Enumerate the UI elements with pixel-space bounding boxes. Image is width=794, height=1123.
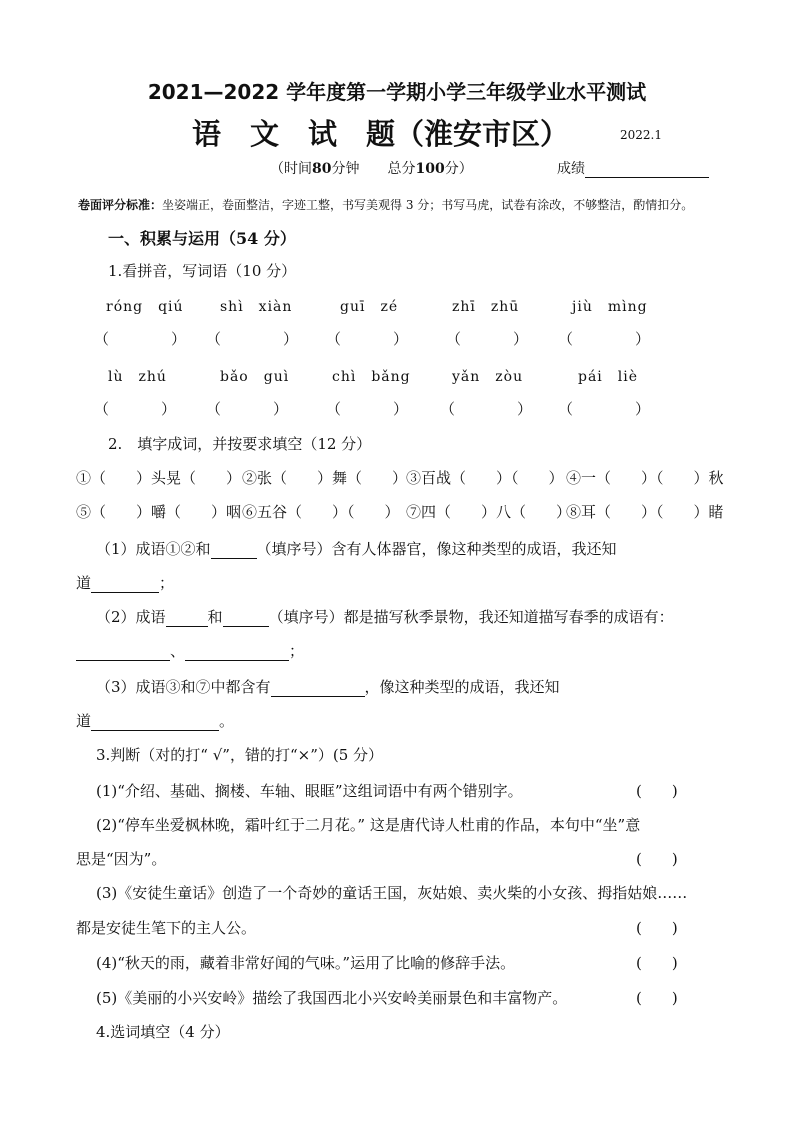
subject-title: 语 文 试 题（淮安市区） — [192, 117, 570, 151]
answer-box[interactable]: （ ） — [326, 400, 409, 418]
section-1-title: 一、积累与运用（54 分） — [108, 229, 296, 248]
fill-blank[interactable] — [271, 679, 365, 697]
answer-box[interactable]: （ ） — [446, 330, 529, 348]
grading-standard: 卷面评分标准：坐姿端正，卷面整洁，字迹工整，书写美观得 3 分；书写马虎，试卷有涂改，不够整洁，酌情扣分。 — [78, 198, 694, 212]
idiom-6: ⑥五谷（ ）（ ） — [242, 503, 400, 521]
pinyin-6: lù zhú — [108, 369, 167, 385]
pinyin-9: yǎn zòu — [452, 369, 524, 385]
answer-box[interactable]: （ ） — [94, 400, 177, 418]
q1-title: 1.看拼音，写词语（10 分） — [108, 262, 297, 280]
judge-answer-5[interactable]: ( ) — [636, 989, 678, 1007]
q2-sub2-cont: 、 ； — [76, 640, 304, 661]
idiom-7: ⑦四（ ）八（ ） — [406, 503, 572, 521]
exam-title: 2021—2022 学年度第一学期小学三年级学业水平测试 — [147, 80, 647, 104]
fill-blank[interactable] — [223, 609, 269, 627]
idiom-3: ③百战（ ）（ ） — [406, 469, 564, 487]
q4-title: 4.选词填空（4 分） — [96, 1023, 230, 1041]
judge-item-5: (5)《美丽的小兴安岭》描绘了我国西北小兴安岭美丽景色和丰富物产。 — [96, 989, 568, 1007]
exam-date: 2022.1 — [620, 128, 662, 142]
judge-item-2-cont: 思是“因为”。 — [76, 850, 167, 868]
fill-blank[interactable] — [91, 713, 219, 731]
answer-box[interactable]: （ ） — [440, 400, 533, 418]
q3-title: 3.判断（对的打“ √”，错的打“×”）(5 分） — [96, 746, 384, 764]
pinyin-3: guī zé — [340, 299, 399, 315]
judge-answer-1[interactable]: ( ) — [636, 782, 678, 800]
answer-box[interactable]: （ ） — [206, 400, 289, 418]
fill-blank[interactable] — [211, 541, 257, 559]
idiom-1: ①（ ）头晃（ ） — [76, 469, 242, 487]
idiom-4: ④一（ ）（ ）秋 — [566, 469, 724, 487]
pinyin-2: shì xiàn — [220, 299, 293, 315]
q2-title: 2. 填字成词，并按要求填空（12 分） — [108, 435, 372, 453]
judge-item-3-cont: 都是安徒生笔下的主人公。 — [76, 919, 257, 937]
answer-box[interactable]: （ ） — [558, 330, 651, 348]
judge-item-4: (4)“秋天的雨，藏着非常好闻的气味。”运用了比喻的修辞手法。 — [96, 954, 516, 972]
answer-box[interactable]: （ ） — [558, 400, 651, 418]
pinyin-10: pái liè — [578, 369, 639, 385]
idiom-5: ⑤（ ）嚼（ ）咽 — [76, 503, 242, 521]
answer-box[interactable]: （ ） — [94, 330, 187, 348]
q2-sub1: （1）成语①②和 （填序号）含有人体器官，像这种类型的成语，我还知 — [96, 540, 617, 558]
answer-box[interactable]: （ ） — [326, 330, 409, 348]
pinyin-1: róng qiú — [106, 299, 184, 315]
fill-blank[interactable] — [166, 609, 208, 627]
judge-item-1: (1)“介绍、基础、搁楼、车轴、眼眶”这组词语中有两个错别字。 — [96, 782, 523, 800]
pinyin-8: chì bǎng — [332, 369, 411, 385]
fill-blank[interactable] — [76, 643, 170, 661]
pinyin-5: jiù mìng — [572, 299, 648, 315]
q2-sub3-cont: 道 。 — [76, 712, 235, 730]
fill-blank[interactable] — [91, 575, 159, 593]
judge-item-3: (3)《安徒生童话》创造了一个奇妙的童话王国，灰姑娘、卖火柴的小女孩、拇指姑娘…… — [96, 884, 688, 902]
score-blank[interactable] — [585, 161, 709, 178]
judge-answer-3[interactable]: ( ) — [636, 919, 678, 937]
exam-info: （时间80分钟 总分100分） — [270, 161, 473, 177]
idiom-2: ②张（ ）舞（ ） — [242, 469, 408, 487]
score-field[interactable]: 成绩 — [557, 158, 709, 178]
q2-sub1-cont: 道 ； — [76, 574, 175, 592]
judge-answer-4[interactable]: ( ) — [636, 954, 678, 972]
judge-answer-2[interactable]: ( ) — [636, 850, 678, 868]
pinyin-7: bǎo guì — [220, 369, 290, 385]
judge-item-2: (2)“停车坐爱枫林晚，霜叶红于二月花。” 这是唐代诗人杜甫的作品，本句中“坐”意 — [96, 816, 641, 834]
pinyin-4: zhī zhū — [452, 299, 520, 315]
q2-sub2: （2）成语 和 （填序号）都是描写秋季景物，我还知道描写春季的成语有： — [96, 608, 674, 626]
answer-box[interactable]: （ ） — [206, 330, 299, 348]
idiom-8: ⑧耳（ ）（ ）睹 — [566, 503, 724, 521]
fill-blank[interactable] — [185, 643, 289, 661]
q2-sub3: （3）成语③和⑦中都含有 ，像这种类型的成语，我还知 — [96, 678, 560, 696]
